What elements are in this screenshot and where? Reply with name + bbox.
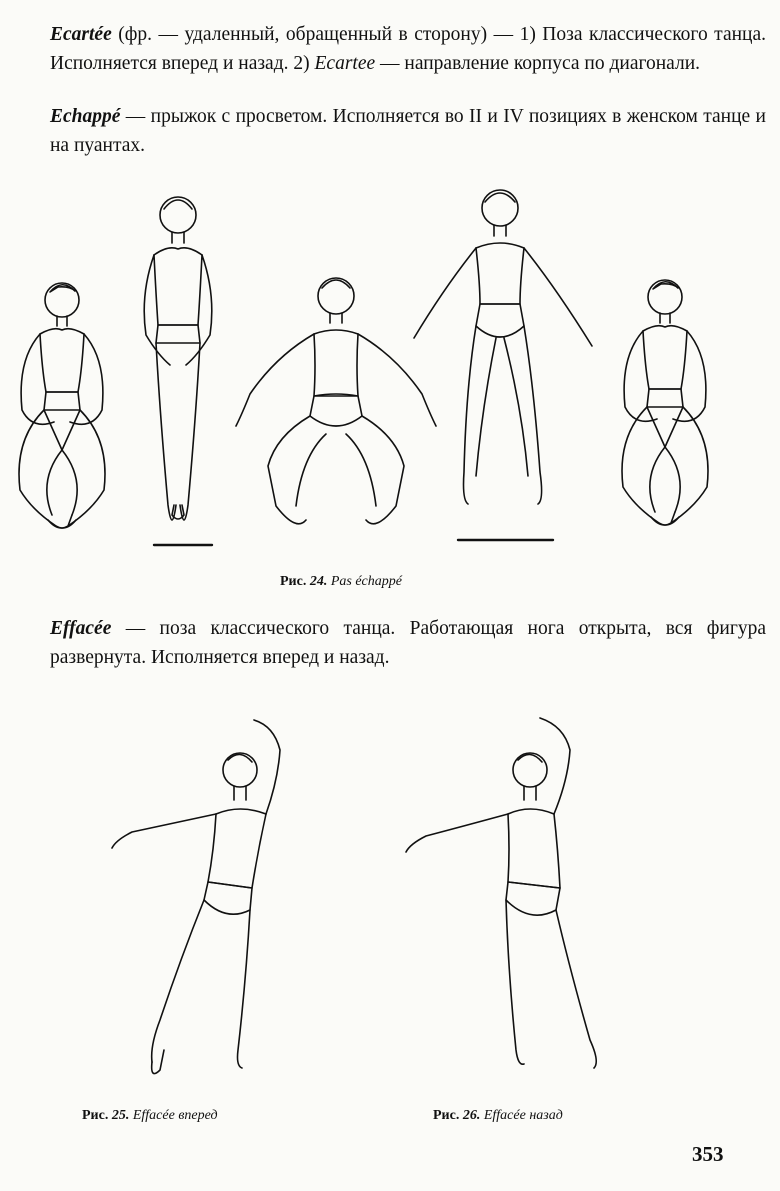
term-echappe: Echappé bbox=[50, 106, 121, 127]
definition-effacee-text: — поза классического танца. Работающая нога открыта, вся фигура развернута. Исполняется вперед и назад. bbox=[50, 618, 766, 668]
caption-figure-25 bbox=[82, 1108, 218, 1124]
caption-26-prefix: Рис. bbox=[433, 1108, 463, 1123]
dancer-effacee-forward bbox=[112, 720, 280, 1074]
caption-figure-26 bbox=[433, 1108, 563, 1124]
caption-24-title: Pas échappé bbox=[327, 574, 402, 589]
term-ecartee: Ecartée bbox=[50, 24, 112, 45]
caption-26-number: 26. bbox=[462, 1108, 481, 1123]
definition-ecartee-text: (фр. — удаленный, обращенный в сторону) — 1) Поза классического танца. Исполняется вперед и назад. 2) bbox=[50, 24, 766, 74]
term-ecartee-2: Ecartee bbox=[314, 53, 376, 74]
definition-ecartee-text-2: — направление корпуса по диагонали. bbox=[375, 53, 701, 74]
caption-24-prefix: Рис. bbox=[280, 574, 310, 589]
caption-24-number: 24. bbox=[309, 574, 328, 589]
dancer-effacee-back bbox=[406, 718, 596, 1068]
term-effacee: Effacée bbox=[50, 618, 112, 639]
definition-echappe-text: — прыжок с просветом. Исполняется во II и IV позициях в женском танце и на пуантах. bbox=[50, 106, 766, 156]
caption-25-number: 25. bbox=[111, 1108, 130, 1123]
caption-25-prefix: Рис. bbox=[82, 1108, 112, 1123]
caption-26-title: Effacée назад bbox=[480, 1108, 563, 1123]
page-number: 353 bbox=[692, 1142, 724, 1166]
caption-25-title: Effacée вперед bbox=[129, 1108, 218, 1123]
